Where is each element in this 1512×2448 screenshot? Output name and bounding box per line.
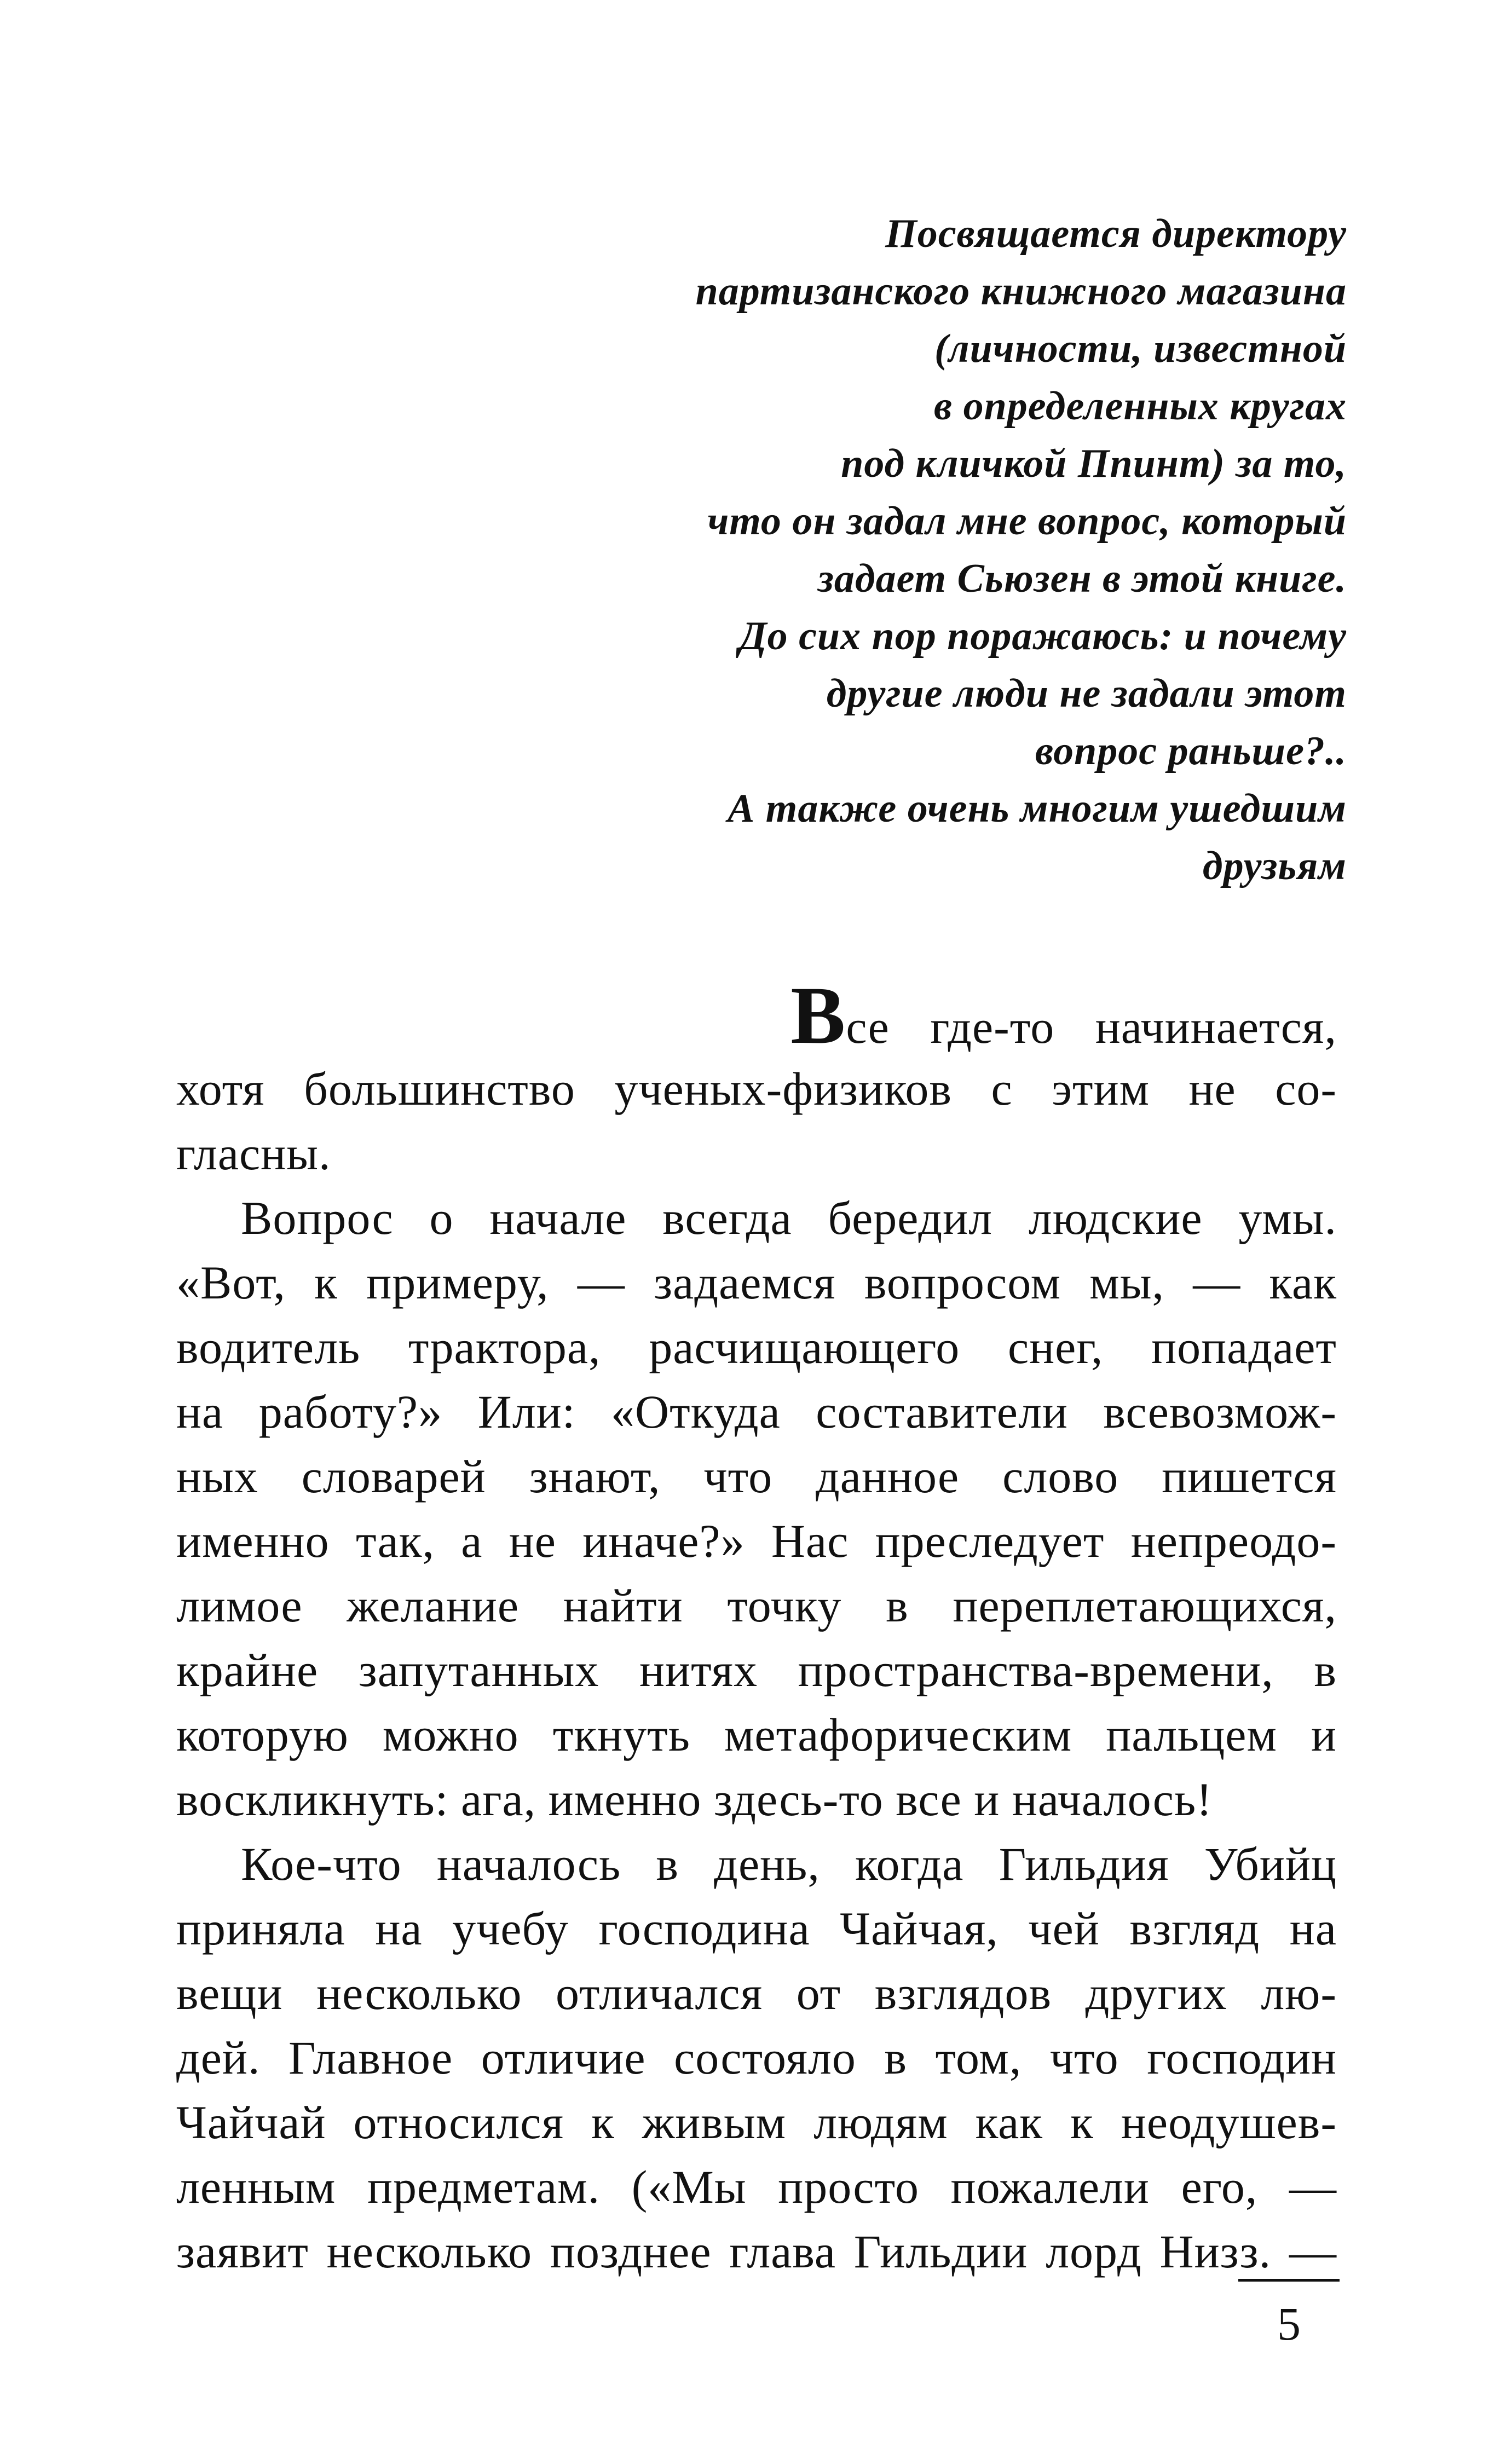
epigraph-line: другие люди не задали этот [826,671,1347,716]
text-line: «Вот, к примеру, — задаемся вопросом мы, — как [176,1256,1337,1309]
epigraph-line: друзьям [1202,844,1347,888]
epigraph-line: что он задал мне вопрос, который [707,499,1347,544]
text-line: ленным предметам. («Мы просто пожалели его, — [176,2161,1337,2213]
epigraph [547,205,1347,895]
page-number: 5 [1277,2297,1301,2350]
text-line: хотя большинство ученых-физиков с этим не со- [176,1063,1337,1115]
epigraph-line: задает Сьюзен в этой книге. [818,556,1347,601]
epigraph-line: вопрос раньше?.. [1035,729,1347,773]
text-line: именно так, а не иначе?» Нас преследует непреодо- [176,1515,1337,1567]
epigraph-line: партизанского книжного магазина [695,269,1347,314]
text-line: Чайчай относился к живым людям как к неодушев- [176,2096,1337,2149]
epigraph-line: в определенных кругах [934,384,1347,429]
text-line: Вопрос о начале всегда бередил людские умы. [241,1192,1337,1244]
text-line: ных словарей знают, что данное слово пишется [176,1450,1337,1503]
text-line: гласны. [176,1127,331,1180]
epigraph-line: А также очень многим ушедшим [727,786,1347,831]
text-line: вещи несколько отличался от взглядов других лю- [176,1967,1337,2019]
main-text [176,970,1337,2284]
opening-line [176,970,1337,1061]
text-line: которую можно ткнуть метафорическим пальцем и [176,1708,1337,1761]
drop-cap: В [790,970,846,1061]
opening-line-text: се где-то начинается, [846,1001,1337,1053]
epigraph-line: До сих пор поражаюсь: и почему [739,614,1347,659]
epigraph-line: (личности, известной [934,326,1347,371]
text-line: крайне запутанных нитях пространства-времени, в [176,1644,1337,1696]
text-line: заявит несколько позднее глава Гильдии лорд Низз. — [176,2225,1337,2278]
text-line: Кое-что началось в день, когда Гильдия Убийц [241,1838,1337,1890]
text-line: дей. Главное отличие состояло в том, что господин [176,2031,1337,2084]
epigraph-line: Посвящается директору [885,211,1347,256]
text-line: водитель трактора, расчищающего снег, попадает [176,1321,1337,1373]
text-line: лимое желание найти точку в переплетающихся, [176,1579,1337,1632]
epigraph-line: под кличкой Ппинт) за то, [841,441,1347,486]
page-rule [1238,2279,1340,2282]
text-line: приняла на учебу господина Чайчая, чей взгляд на [176,1902,1337,1955]
text-line: воскликнуть: ага, именно здесь-то все и началось! [176,1773,1213,1826]
text-line: на работу?» Или: «Откуда составители всевозмож- [176,1385,1337,1438]
